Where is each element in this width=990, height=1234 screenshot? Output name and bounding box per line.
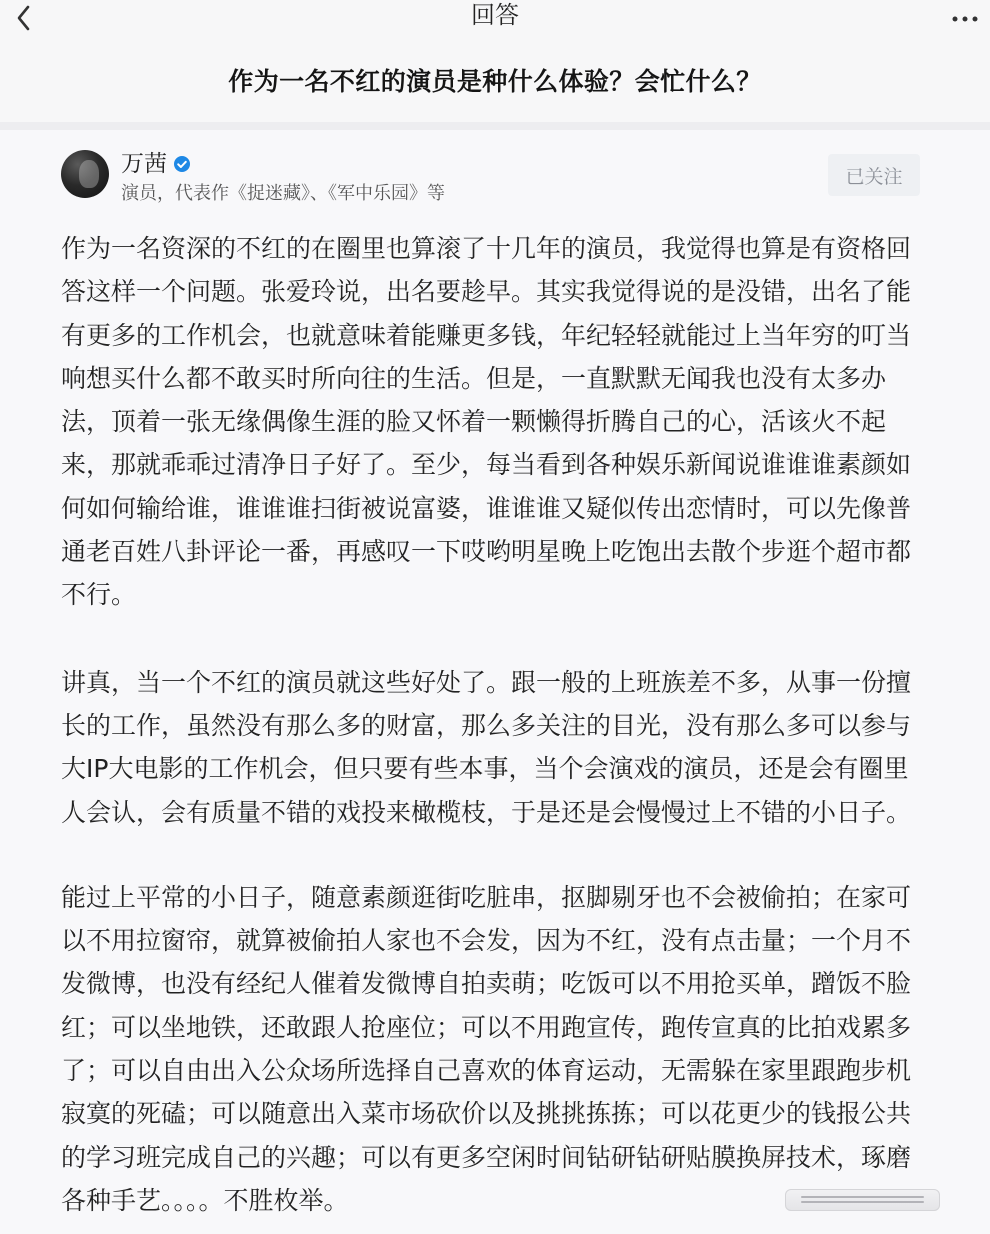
more-button[interactable] <box>950 5 980 29</box>
author-info <box>61 150 931 210</box>
follow-button[interactable]: 已关注 <box>828 154 920 196</box>
question-title[interactable]: 作为一名不红的演员是种什么体验？会忙什么？ <box>228 67 762 96</box>
answer-paragraph: 作为一名资深的不红的在圈里也算滚了十几年的演员，我觉得也算是有资格回 答这样一个问题。张爱玲说，出名要趁早。其实我觉得说的是没错，出名了能 有更多的工作机会，也就意味着能赚更多钱，年纪轻轻就能过上当年穷的叮当 响想买什么都不敢买时所向往的生活。但是，一直默默无闻我也没有太多办 法，顶着一张无缘偶像生涯的脸又怀着一颗懒得折腾自己的心，活该火不起 来，那就乖乖过清净日子好了。至少，每当看到各种娱乐新闻说谁谁谁素颜如 何如何输给谁，谁谁谁扫街被说富婆，谁谁谁又疑似传出恋情时，可以先像普 通老百姓八卦评论一番，再感叹一下哎哟明星晚上吃饱出去散个步逛个超市都 不行。 <box>61 234 912 610</box>
top-navigation-bar <box>0 0 990 42</box>
avatar[interactable] <box>61 150 109 198</box>
page-title: 回答 <box>471 1 519 29</box>
scroll-handle[interactable] <box>785 1189 940 1211</box>
verified-check-icon <box>173 155 191 173</box>
answer-content <box>61 227 931 1222</box>
more-dots-icon <box>951 8 979 27</box>
section-divider <box>0 122 990 130</box>
answer-paragraph: 讲真，当一个不红的演员就这些好处了。跟一般的上班族差不多，从事一份擅 长的工作，虽然没有那么多的财富，那么多关注的目光，没有那么多可以参与 大IP大电影的工作机会，但只要有些本事，当个会演戏的演员，还是会有圈里 人会认，会有质量不错的戏投来橄榄枝，于是还是会慢慢过上不错的小日子。 <box>61 667 912 827</box>
author-name-wrap <box>121 150 191 178</box>
author-name[interactable]: 万茜 <box>121 151 167 177</box>
author-description: 演员，代表作《捉迷藏》、《军中乐园》等 <box>121 183 445 204</box>
answer-paragraph: 能过上平常的小日子，随意素颜逛街吃脏串，抠脚剔牙也不会被偷拍；在家可 以不用拉窗帘，就算被偷拍人家也不会发，因为不红，没有点击量；一个月不 发微博，也没有经纪人催着发微博自拍卖萌；吃饭可以不用抢买单，蹭饭不脸 红；可以坐地铁，还敢跟人抢座位；可以不用跑宣传，跑传宣真的比拍戏累多 了；可以自由出入公众场所选择自己喜欢的体育运动，无需躲在家里跟跑步机 寂寞的死磕；可以随意出入菜市场砍价以及挑挑拣拣；可以花更少的钱报公共 的学习班完成自己的兴趣；可以有更多空闲时间钻研钻研贴膜换屏技术，琢磨 各种手艺。。。。不胜枚举。 <box>61 882 912 1215</box>
